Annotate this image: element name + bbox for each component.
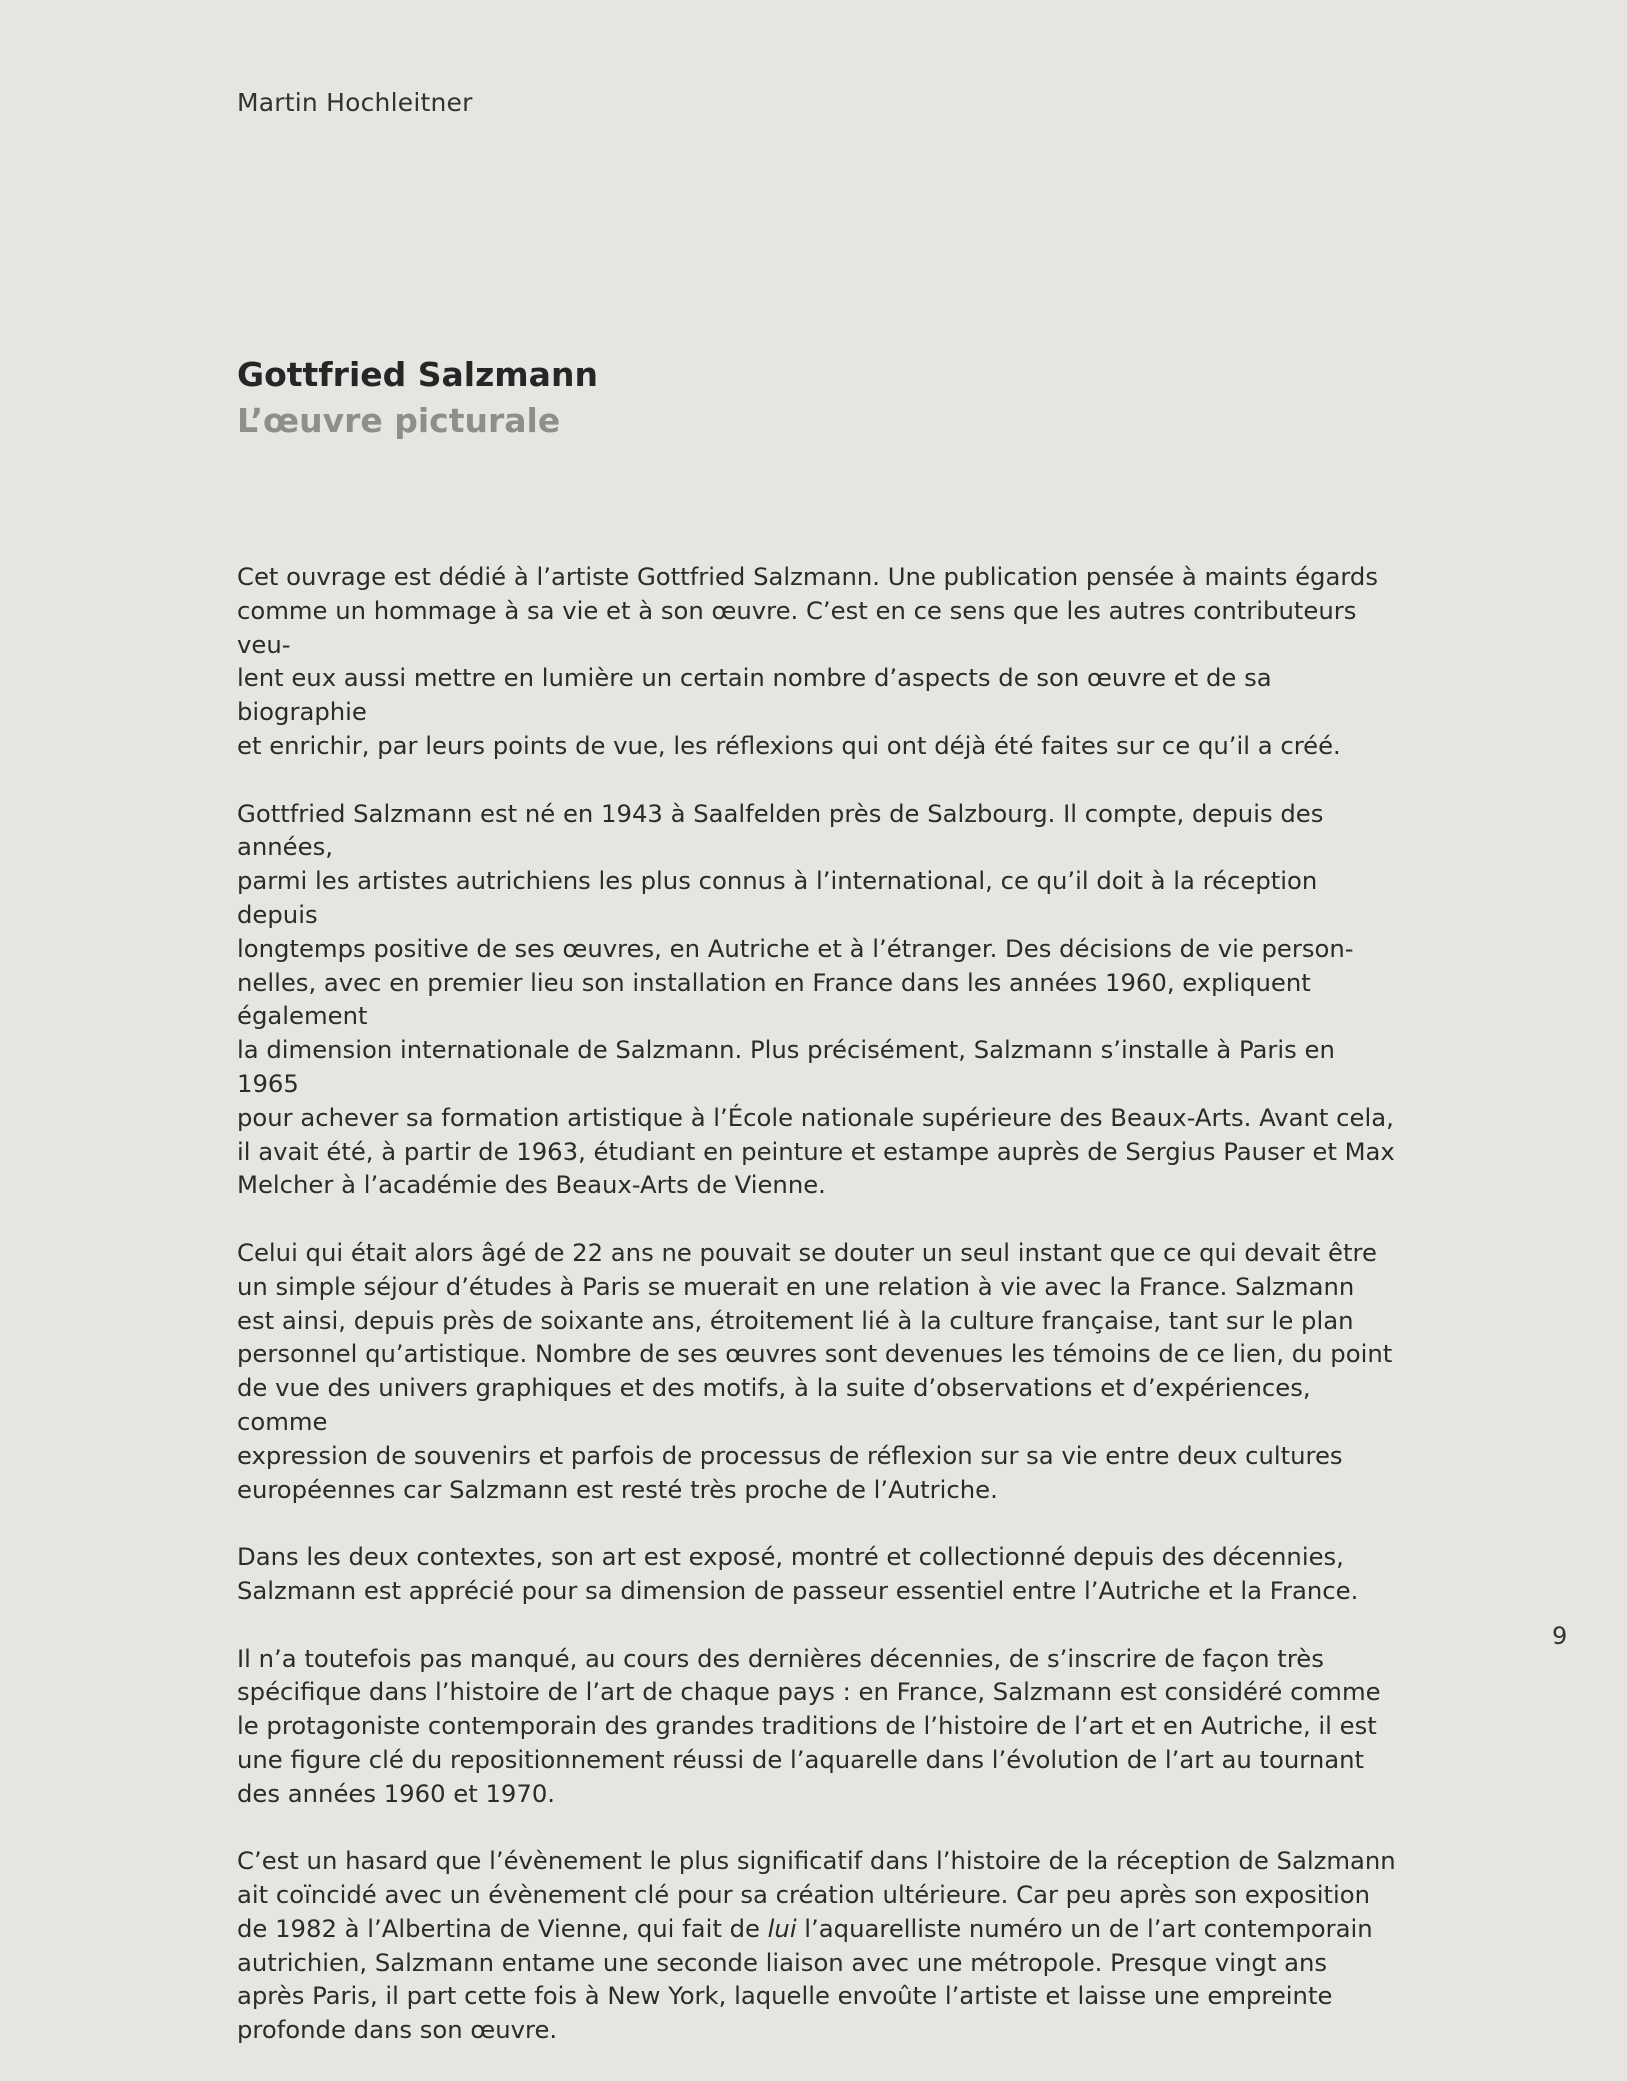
body-text (237, 560, 1397, 2081)
author-name: Martin Hochleitner (237, 88, 473, 117)
paragraph-6-part-2: l’aquarelliste numéro un de l’art contemporain autrichien, Salzmann entame une seconde liaison avec une métropole. Presque vingt ans après Paris, il part cette fois à New York, laquelle envoûte l’artiste et laisse une empreinte profonde dans son œuvre. (237, 1913, 1373, 2045)
page-number: 9 (1552, 1622, 1568, 1650)
paragraph-1: Cet ouvrage est dédié à l’artiste Gottfried Salzmann. Une publication pensée à maints égards comme un hommage à sa vie et à son œuvre. C’est en ce sens que les autres contributeurs veu- lent eux aussi mettre en lumière un certain nombre d’aspects de son œuvre et de sa biographie et enrichir, par leurs points de vue, les réflexions qui ont déjà été faites sur ce qu’il a créé. (237, 562, 1378, 760)
paragraph-6-part-1: C’est un hasard que l’évènement le plus significatif dans l’histoire de la réception de Salzmann ait coïncidé avec un évènement clé pour sa création ultérieure. Car peu après son exposition de 1982 à l’Albertina de Vienne, qui fait de (237, 1846, 1396, 1943)
paragraph-4: Dans les deux contextes, son art est exposé, montré et collectionné depuis des décennies, Salzmann est apprécié pour sa dimension de passeur essentiel entre l’Autriche et la France. (237, 1542, 1359, 1605)
paragraph-2: Gottfried Salzmann est né en 1943 à Saalfelden près de Salzbourg. Il compte, depuis des années, parmi les artistes autrichiens les plus connus à l’international, ce qu’il doit à la réception depuis longtemps positive de ses œuvres, en Autriche et à l’étranger. Des décisions de vie person- nelles, avec en premier lieu son installation en France dans les années 1960, expliquent également la dimension internationale de Salzmann. Plus précisément, Salzmann s’installe à Paris en 1965 pour achever sa formation artistique à l’École nationale supérieure des Beaux-Arts. Avant cela, il avait été, à partir de 1963, étudiant en peinture et estampe auprès de Sergius Pauser et Max Melcher à l’académie des Beaux-Arts de Vienne. (237, 798, 1395, 1200)
page-subtitle: L’œuvre picturale (237, 401, 561, 440)
paragraph-3: Celui qui était alors âgé de 22 ans ne pouvait se douter un seul instant que ce qui devait être un simple séjour d’études à Paris se muerait en une relation à vie avec la France. Salzmann est ainsi, depuis près de soixante ans, étroitement lié à la culture française, tant sur le plan personnel qu’artistique. Nombre de ses œuvres sont devenues les témoins de ce lien, du point de vue des univers graphiques et des motifs, à la suite d’observations et d’expériences, comme expression de souvenirs et parfois de processus de réflexion sur sa vie entre deux cultures européennes car Salzmann est resté très proche de l’Autriche. (237, 1237, 1393, 1504)
page-title: Gottfried Salzmann (237, 355, 598, 394)
title-block (237, 352, 598, 444)
paragraph-5: Il n’a toutefois pas manqué, au cours des dernières décennies, de s’inscrire de façon très spécifique dans l’histoire de l’art de chaque pays : en France, Salzmann est considéré comme le protagoniste contemporain des grandes traditions de l’histoire de l’art et en Autriche, il est une figure clé du repositionnement réussi de l’aquarelle dans l’évolution de l’art au tournant des années 1960 et 1970. (237, 1643, 1381, 1808)
paragraph-6-italic: lui (767, 1913, 797, 1943)
paragraph-6 (237, 1844, 1397, 2047)
